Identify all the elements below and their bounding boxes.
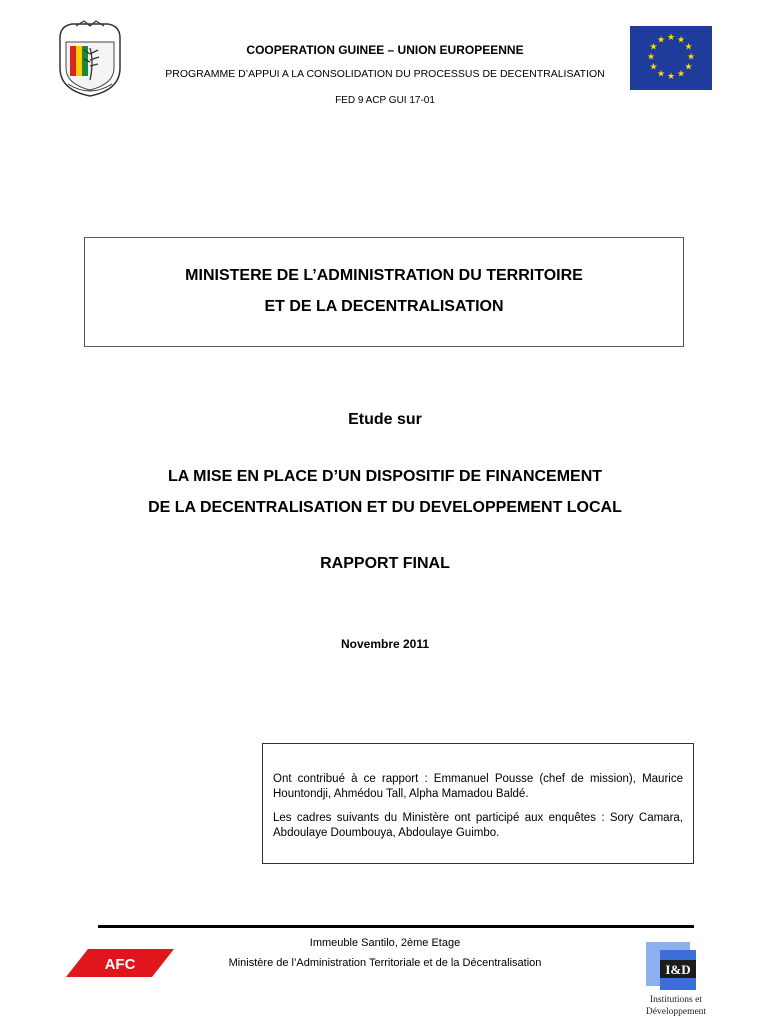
svg-text:★: ★	[646, 52, 656, 63]
ministry-title-line1: MINISTERE DE L’ADMINISTRATION DU TERRITOIRE	[185, 267, 583, 284]
svg-text:★: ★	[666, 33, 676, 43]
study-title-line1: LA MISE EN PLACE D’UN DISPOSITIF DE FINANCEMENT	[167, 468, 603, 485]
svg-text:★: ★	[684, 62, 693, 73]
svg-text:★: ★	[666, 72, 676, 82]
footer-ministry: Ministère de l’Administration Territoriale et de la Décentralisation	[228, 957, 542, 969]
id-logo-text: I&D	[665, 962, 691, 977]
report-date: Novembre 2011	[340, 637, 430, 651]
header-reference: FED 9 ACP GUI 17-01	[335, 95, 435, 106]
footer-divider	[98, 925, 694, 928]
ministry-box	[84, 237, 684, 347]
svg-text:★: ★	[684, 42, 693, 53]
id-logo-caption	[632, 994, 720, 1018]
report-type: RAPPORT FINAL	[320, 555, 450, 572]
afc-logo	[66, 949, 174, 977]
id-caption-line2: Développement	[645, 1007, 707, 1017]
contributors-box	[262, 743, 694, 864]
guinea-seal-logo	[50, 18, 130, 98]
afc-logo-text: AFC	[104, 956, 136, 973]
svg-text:★: ★	[676, 69, 686, 80]
svg-text:★: ★	[649, 62, 658, 73]
svg-text:★: ★	[686, 52, 696, 63]
id-caption-line1: Institutions et	[650, 995, 702, 1005]
header-programme: PROGRAMME D’APPUI A LA CONSOLIDATION DU PROCESSUS DE DECENTRALISATION	[165, 68, 605, 80]
contributors-paragraph: Ont contribué à ce rapport : Emmanuel Pousse (chef de mission), Maurice Hountondji, Ahmédou Tall, Alpha Mamadou Baldé.	[273, 773, 683, 800]
header-cooperation: COOPERATION GUINEE – UNION EUROPEENNE	[246, 43, 524, 57]
svg-text:★: ★	[649, 42, 658, 53]
ministry-staff-paragraph: Les cadres suivants du Ministère ont participé aux enquêtes : Sory Camara, Abdoulaye Doumbouya, Abdoulaye Guimbo.	[273, 812, 683, 839]
svg-text:★: ★	[676, 35, 686, 46]
eu-flag-logo	[630, 26, 712, 90]
study-title-line2: DE LA DECENTRALISATION ET DU DEVELOPPEMENT LOCAL	[148, 499, 622, 516]
ministry-title-line2: ET DE LA DECENTRALISATION	[264, 298, 504, 315]
study-label: Etude sur	[348, 411, 422, 428]
footer-address: Immeuble Santilo, 2ème Etage	[309, 937, 461, 949]
svg-text:★: ★	[656, 35, 666, 46]
svg-text:★: ★	[656, 69, 666, 80]
